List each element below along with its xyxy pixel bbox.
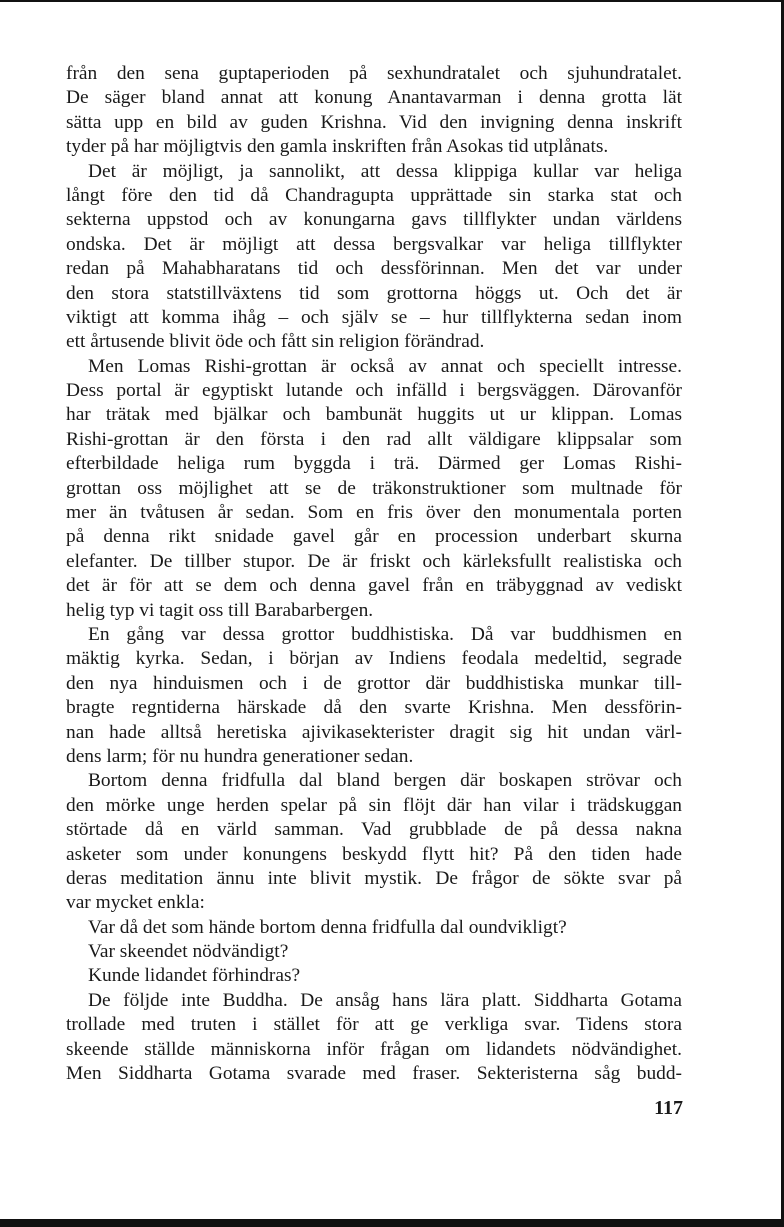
text-line: den mörke unge herden spelar på sin flöjt där han vilar i trädskuggan: [66, 794, 682, 816]
text-line: skeende ställde människorna inför frågan om lidandets nödvändighet.: [66, 1038, 682, 1060]
text-line: var mycket enkla:: [66, 892, 205, 914]
text-line: Var då det som hände bortom denna fridfulla dal oundvikligt?: [88, 916, 567, 938]
text-line: mäktig kyrka. Sedan, i början av Indiens feodala medeltid, segrade: [66, 648, 682, 670]
text-line: störtade då en värld samman. Vad grubblade de på dessa nakna: [66, 819, 682, 841]
text-line: mer än tvåtusen år sedan. Som en fris över den monumentala porten: [66, 502, 682, 524]
text-line: det är för att se dem och denna gavel från en träbyggnad av vediskt: [66, 575, 682, 597]
text-line: har trätak med bjälkar och bambunät huggits ut ur klippan. Lomas: [66, 404, 682, 426]
text-line: En gång var dessa grottor buddhistiska. Då var buddhismen en: [88, 623, 682, 645]
text-line: deras meditation ännu inte blivit mystik. De frågor de sökte svar på: [66, 867, 682, 889]
text-line: ondska. Det är möjligt att dessa bergsvalkar var heliga tillflykter: [66, 233, 682, 255]
text-line: trollade med truten i stället för att ge verkliga svar. Tidens stora: [66, 1014, 682, 1036]
text-line: den stora statstillväxtens tid som grottorna höggs ut. Och det är: [66, 282, 682, 304]
text-line: helig typ vi tagit oss till Barabarbergen.: [66, 599, 374, 621]
text-line: sekterna uppstod och av konungarna gavs tillflykter undan världens: [66, 209, 682, 231]
text-line: långt före den tid då Chandragupta upprättade sin starka stat och: [66, 184, 682, 206]
scan-edge-top: [0, 0, 784, 2]
text-line: Det är möjligt, ja sannolikt, att dessa klippiga kullar var heliga: [88, 160, 682, 182]
text-line: dens larm; för nu hundra generationer sedan.: [66, 745, 414, 767]
text-line: redan på Mahabharatans tid och dessförinnan. Men det var under: [66, 258, 682, 280]
text-line: från den sena guptaperioden på sexhundratalet och sjuhundratalet.: [66, 63, 682, 84]
text-line: bragte regntiderna härskade då den svarte Krishna. Men dessförin-: [66, 697, 682, 719]
text-line: Var skeendet nödvändigt?: [88, 941, 289, 963]
text-line: den nya hinduismen och i de grottor där buddhistiska munkar till-: [66, 672, 682, 694]
text-line: Dess portal är egyptiskt lutande och infälld i bergsväggen. Därovanför: [66, 380, 682, 402]
text-line: Kunde lidandet förhindras?: [88, 965, 301, 987]
text-line: viktigt att komma ihåg – och själv se – hur tillflykterna sedan inom: [66, 306, 682, 328]
text-line: på denna rikt snidade gavel går en procession underbart skurna: [66, 526, 682, 548]
text-line: efterbildade heliga rum byggda i trä. Därmed ger Lomas Rishi-: [66, 453, 682, 475]
page-number: 117: [654, 1097, 683, 1119]
text-line: Rishi-grottan är den första i den rad allt väldigare klippsalar som: [66, 428, 682, 450]
text-line: Men Lomas Rishi-grottan är också av annat och speciellt intresse.: [88, 355, 682, 377]
body-text: [66, 62, 682, 1086]
scan-edge-bottom: [0, 1219, 784, 1227]
text-line: sätta upp en bild av guden Krishna. Vid den invigning denna inskrift: [66, 111, 682, 133]
text-line: tyder på har möjligtvis den gamla inskriften från Asokas tid utplånats.: [66, 136, 609, 158]
text-line: nan hade alltså heretiska ajivikasekterister dragit sig hit undan värl-: [66, 721, 682, 743]
text-line: De följde inte Buddha. De ansåg hans lära platt. Siddharta Gotama: [88, 989, 682, 1011]
text-line: grottan oss möjlighet att se de träkonstruktioner som multnade för: [66, 477, 682, 499]
text-line: elefanter. De tillber stupor. De är friskt och kärleksfullt realistiska och: [66, 550, 682, 572]
text-line: Men Siddharta Gotama svarade med fraser. Sekteristerna såg budd-: [66, 1063, 682, 1085]
text-line: Bortom denna fridfulla dal bland bergen där boskapen strövar och: [88, 770, 682, 792]
text-line: asketer som under konungens beskydd flytt hit? På den tiden hade: [66, 843, 682, 865]
text-line: De säger bland annat att konung Anantavarman i denna grotta lät: [66, 87, 682, 109]
text-line: ett årtusende blivit öde och fått sin religion förändrad.: [66, 331, 485, 353]
